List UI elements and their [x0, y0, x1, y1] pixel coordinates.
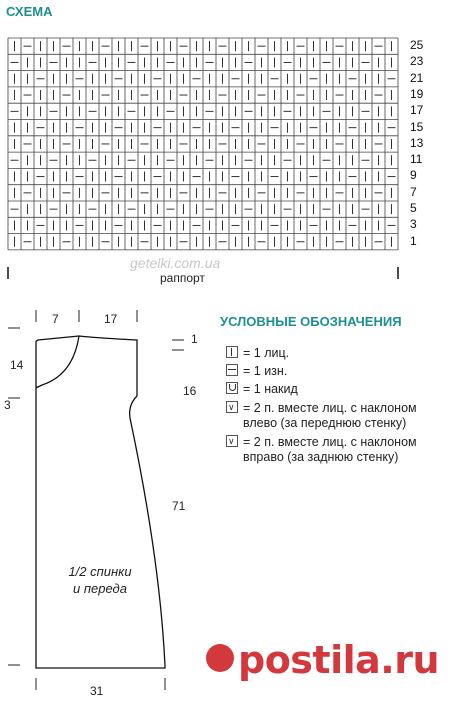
- yarn-over-symbol-icon: [226, 382, 238, 394]
- pin-logo-icon: [206, 644, 234, 672]
- piece-label-line2: и переда: [73, 581, 127, 596]
- row-label: 21: [410, 70, 424, 85]
- postila-watermark: postila.ru: [238, 638, 440, 682]
- watermark: getelki.com.ua: [130, 255, 221, 271]
- dim-armhole-top: 14: [10, 358, 24, 372]
- dim-length: 71: [172, 499, 186, 513]
- knit-symbol-icon: [226, 346, 238, 358]
- row-label: 19: [410, 86, 424, 101]
- legend-item-purl: = 1 изн.: [226, 364, 287, 379]
- row-label: 17: [410, 103, 424, 118]
- pattern-outline: [0, 290, 210, 705]
- row-label: 23: [410, 54, 424, 69]
- purl-symbol-icon: [226, 364, 238, 376]
- dim-armhole: 16: [183, 384, 197, 398]
- row-label: 25: [410, 38, 424, 52]
- dim-neck: 17: [104, 312, 118, 326]
- row-label: 1: [410, 233, 417, 248]
- legend-item-k2tog-right: ∨ = 2 п. вместе лиц. с наклоном вправо (за заднюю стенку): [228, 435, 417, 464]
- dim-width: 31: [90, 684, 104, 698]
- rapport-label: раппорт: [160, 271, 205, 285]
- legend-item-yarn-over: = 1 накид: [226, 382, 298, 397]
- row-label: 11: [410, 152, 423, 167]
- knitting-chart: [0, 0, 460, 290]
- piece-label-line1: 1/2 спинки: [68, 564, 132, 579]
- legend-item-k2tog-left: ∨ = 2 п. вместе лиц. с наклоном влево (за переднюю стенку): [228, 401, 417, 430]
- row-label: 3: [410, 217, 417, 232]
- legend-title: УСЛОВНЫЕ ОБОЗНАЧЕНИЯ: [220, 314, 402, 329]
- row-label: 5: [410, 201, 417, 215]
- k2tog-right-symbol-icon: ∨: [226, 435, 238, 447]
- chart-title: СХЕМА: [6, 4, 53, 19]
- dim-shoulder-drop: 3: [4, 398, 11, 412]
- legend-item-knit: = 1 лиц.: [226, 346, 289, 361]
- row-label: 15: [410, 119, 424, 134]
- piece-label: [40, 563, 160, 597]
- dim-shoulder: 7: [52, 312, 59, 326]
- k2tog-left-symbol-icon: ∨: [226, 401, 238, 413]
- row-label: 9: [410, 168, 417, 183]
- row-label: 13: [410, 135, 424, 150]
- dim-neck-depth: 1: [191, 332, 198, 346]
- row-label: 7: [410, 184, 417, 199]
